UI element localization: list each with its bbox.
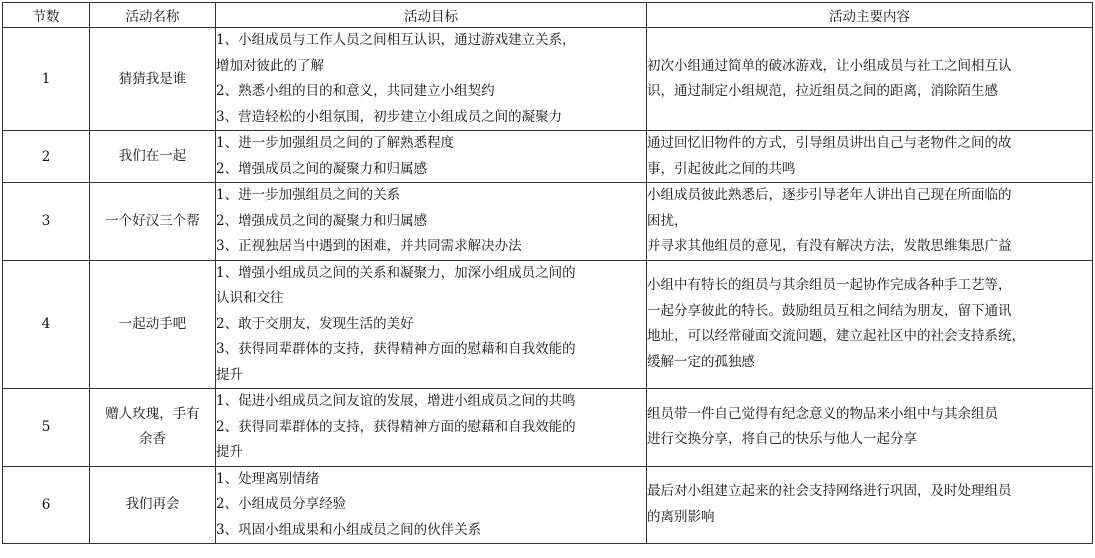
goal-line: 1、增强小组成员之间的关系和凝聚力，加深小组成员之间的 [216, 264, 576, 281]
table-row [3, 131, 1093, 183]
content-line: 缓解一定的孤独感 [647, 353, 755, 370]
goal-line: 2、增强成员之间的凝聚力和归属感 [216, 212, 428, 229]
content-line: 组员带一件自己觉得有纪念意义的物品来小组中与其余组员 [647, 405, 998, 422]
header-session-number: 节数 [3, 3, 90, 28]
activity-name-line: 余香 [139, 431, 166, 448]
goal-line: 3、营造轻松的小组氛围，初步建立小组成员之间的凝聚力 [216, 108, 563, 125]
goal-line: 提升 [216, 366, 243, 383]
content-line: 事，引起彼此之间的共鸣 [647, 160, 796, 177]
activity-name [90, 131, 216, 183]
content-line: 的离别影响 [647, 508, 715, 525]
activity-name-line: 一个好汉三个帮 [105, 212, 200, 229]
table-row [3, 183, 1093, 261]
table-row [3, 28, 1093, 131]
goal-line: 认识和交往 [216, 290, 284, 306]
activity-goal [216, 28, 647, 131]
goal-line: 1、进一步加强组员之间的关系 [216, 187, 401, 203]
goal-line: 2、获得同辈群体的支持，获得精神方面的慰藉和自我效能的 [216, 418, 576, 435]
activity-name-line: 赠人玫瑰，手有 [105, 406, 200, 423]
goal-line: 1、小组成员与工作人员之间相互认识，通过游戏建立关系， [216, 32, 576, 48]
session-number: 5 [3, 389, 90, 467]
activity-content [647, 28, 1093, 131]
activity-name-line: 猜猜我是谁 [118, 70, 187, 87]
activity-goal [216, 466, 647, 544]
activity-name-line: 我们在一起 [118, 148, 187, 164]
table-row [3, 466, 1093, 544]
activity-content [647, 389, 1093, 467]
activity-name [90, 183, 216, 261]
content-line: 困扰， [647, 212, 688, 229]
activity-goal [216, 389, 647, 467]
activity-content [647, 131, 1093, 183]
activity-name-line: 我们再会 [125, 496, 180, 513]
goal-line: 3、正视独居当中遇到的困难，并共同需求解决办法 [216, 238, 522, 254]
session-number: 1 [3, 28, 90, 131]
activity-goal [216, 183, 647, 261]
session-number: 2 [3, 131, 90, 183]
content-line: 初次小组通过简单的破冰游戏，让小组成员与社工之间相互认 [647, 57, 1012, 74]
goal-line: 2、敢于交朋友，发现生活的美好 [216, 315, 414, 332]
content-line: 地址，可以经常碰面交流问题，建立起社区中的社会支持系统， [647, 328, 1025, 345]
table-header-row [3, 3, 1093, 28]
goal-line: 提升 [216, 444, 243, 460]
goal-line: 1、处理离别情绪 [216, 470, 320, 487]
goal-line: 3、巩固小组成果和小组成员之间的伙伴关系 [216, 521, 482, 538]
session-number: 6 [3, 466, 90, 544]
content-line: 识，通过制定小组规范，拉近组员之间的距离，消除陌生感 [647, 83, 998, 99]
goal-line: 1、进一步加强组员之间的了解熟悉程度 [216, 135, 455, 151]
activity-name [90, 260, 216, 389]
session-number: 3 [3, 183, 90, 261]
goal-line: 2、增强成员之间的凝聚力和归属感 [216, 160, 428, 177]
activity-goal [216, 260, 647, 389]
activity-name [90, 466, 216, 544]
activity-name [90, 389, 216, 467]
activity-goal [216, 131, 647, 183]
content-line: 进行交换分享，将自己的快乐与他人一起分享 [647, 431, 917, 448]
header-activity-goal: 活动目标 [216, 3, 647, 28]
table-row [3, 389, 1093, 467]
content-line: 一起分享彼此的特长。鼓励组员互相之间结为朋友，留下通讯 [647, 302, 1012, 319]
content-line: 小组成员彼此熟悉后，逐步引导老年人讲出自己现在所面临的 [647, 187, 1012, 203]
activity-content [647, 466, 1093, 544]
goal-line: 3、获得同辈群体的支持，获得精神方面的慰藉和自我效能的 [216, 341, 576, 357]
session-number: 4 [3, 260, 90, 389]
activity-content [647, 183, 1093, 261]
content-line: 并寻求其他组员的意见，有没有解决方法，发散思维集思广益 [647, 238, 1012, 254]
activity-name [90, 28, 216, 131]
activity-name-line: 一起动手吧 [118, 315, 187, 332]
goal-line: 1、促进小组成员之间友谊的发展，增进小组成员之间的共鸣 [216, 393, 576, 409]
header-activity-name: 活动名称 [90, 3, 216, 28]
content-line: 通过回忆旧物件的方式，引导组员讲出自己与老物件之间的故 [647, 135, 1012, 151]
header-activity-content: 活动主要内容 [647, 3, 1093, 28]
table-row [3, 260, 1093, 389]
activity-content [647, 260, 1093, 389]
activity-plan-table [2, 2, 1093, 544]
goal-line: 2、小组成员分享经验 [216, 496, 347, 512]
content-line: 小组中有特长的组员与其余组员一起协作完成各种手工艺等， [647, 277, 1012, 294]
goal-line: 2、熟悉小组的目的和意义，共同建立小组契约 [216, 83, 495, 99]
content-line: 最后对小组建立起来的社会支持网络进行巩固，及时处理组员 [647, 483, 1012, 500]
goal-line: 增加对彼此的了解 [216, 57, 324, 74]
